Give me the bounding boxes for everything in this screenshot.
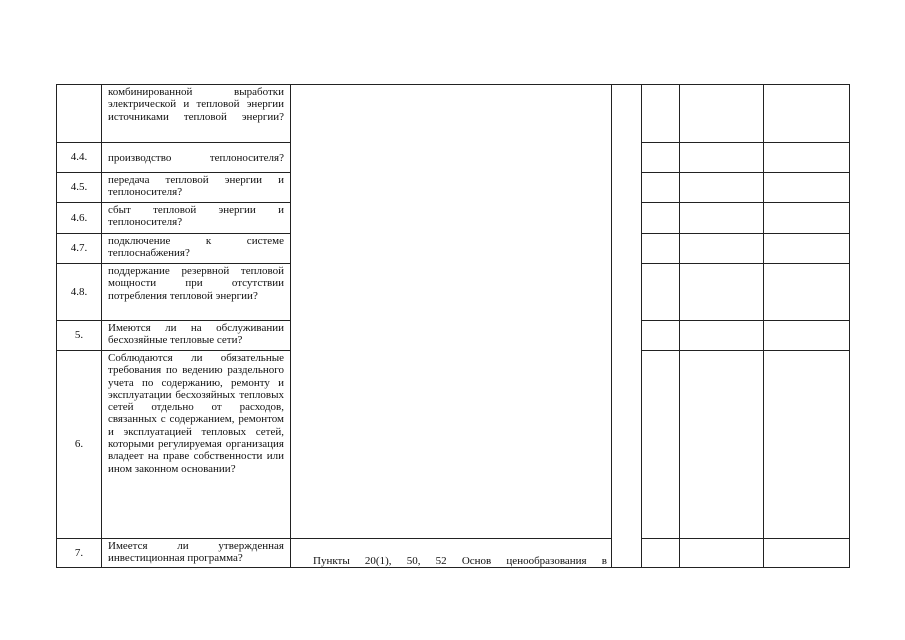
question-text: Имеется ли утвержденная инвестиционная программа? — [102, 539, 291, 568]
row-number: 7. — [57, 539, 102, 568]
question-text: подключение к системе теплоснабжения? — [102, 234, 291, 264]
note-cell — [764, 143, 850, 173]
question-text: производство теплоносителя? — [102, 143, 291, 173]
basis-cell — [291, 85, 612, 539]
answer-cell-no — [642, 143, 680, 173]
answer-cell-no — [642, 203, 680, 234]
row-number: 4.4. — [57, 143, 102, 173]
answer-cell-na — [680, 203, 764, 234]
answer-cell-yes — [612, 85, 642, 568]
answer-cell-na — [680, 143, 764, 173]
answer-cell-na — [680, 351, 764, 539]
checklist-table — [56, 84, 850, 568]
basis-text: Пункты 20(1), 50, 52 Основ ценообразования в — [291, 539, 612, 568]
note-cell — [764, 264, 850, 321]
answer-cell-na — [680, 539, 764, 568]
row-number: 4.8. — [57, 264, 102, 321]
answer-cell-no — [642, 321, 680, 351]
row-number: 6. — [57, 351, 102, 539]
row-number — [57, 85, 102, 143]
question-text: поддержание резервной тепловой мощности при отсутствии потребления тепловой энергии? — [102, 264, 291, 321]
answer-cell-no — [642, 539, 680, 568]
answer-cell-no — [642, 264, 680, 321]
answer-cell-no — [642, 351, 680, 539]
question-text: комбинированной выработки электрической и тепловой энергии источниками тепловой энергии? — [102, 85, 291, 143]
note-cell — [764, 321, 850, 351]
row-number: 4.7. — [57, 234, 102, 264]
answer-cell-na — [680, 85, 764, 143]
answer-cell-na — [680, 321, 764, 351]
question-text: Имеются ли на обслуживании бесхозяйные тепловые сети? — [102, 321, 291, 351]
row-number: 4.5. — [57, 173, 102, 203]
question-text: передача тепловой энергии и теплоносителя? — [102, 173, 291, 203]
answer-cell-na — [680, 234, 764, 264]
answer-cell-na — [680, 264, 764, 321]
note-cell — [764, 173, 850, 203]
answer-cell-no — [642, 234, 680, 264]
table-row — [57, 85, 850, 143]
note-cell — [764, 351, 850, 539]
note-cell — [764, 203, 850, 234]
row-number: 5. — [57, 321, 102, 351]
answer-cell-no — [642, 173, 680, 203]
question-text: сбыт тепловой энергии и теплоносителя? — [102, 203, 291, 234]
table-row — [57, 539, 850, 568]
note-cell — [764, 234, 850, 264]
answer-cell-na — [680, 173, 764, 203]
note-cell — [764, 539, 850, 568]
question-text: Соблюдаются ли обязательные требования по ведению раздельного учета по содержанию, ремонту и эксплуатации бесхозяйных тепловых сетей отдельно от расходов, связанных с содержанием, ремонтом и эксплуатацией тепловых сетей, которыми регулируемая организация владеет на праве собственности или ином законном основании? — [102, 351, 291, 539]
note-cell — [764, 85, 850, 143]
row-number: 4.6. — [57, 203, 102, 234]
answer-cell-no — [642, 85, 680, 143]
